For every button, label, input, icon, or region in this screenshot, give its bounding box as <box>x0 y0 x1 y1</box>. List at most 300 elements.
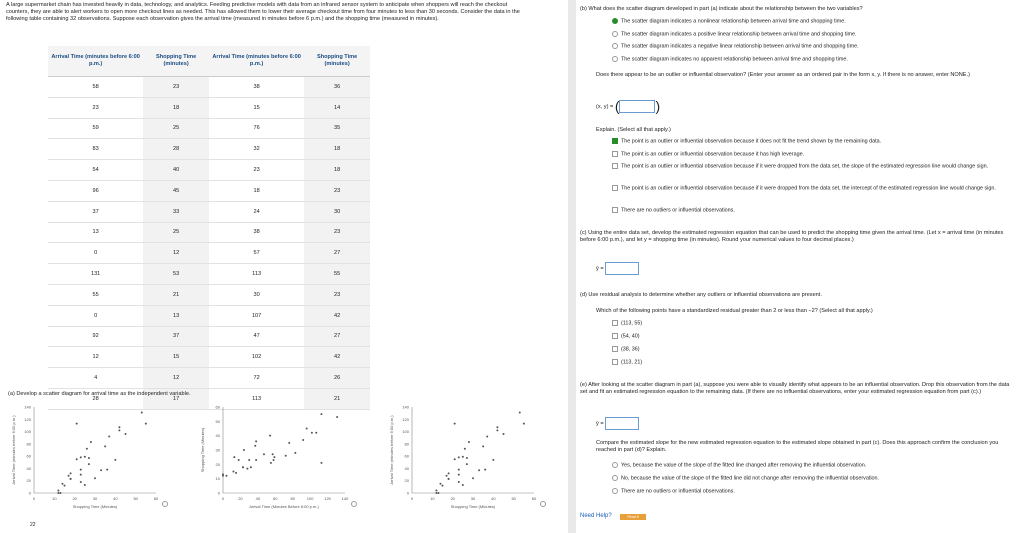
table-cell: 23 <box>48 97 143 118</box>
table-cell: 38 <box>209 222 304 243</box>
x-axis-label: Shopping Time (Minutes) <box>450 504 496 509</box>
data-point <box>269 435 271 437</box>
option-label: (113, 21) <box>621 359 643 366</box>
table-cell: 83 <box>48 139 143 160</box>
x-axis-label: Arrival Time (Minutes Before 6:00 p.m.) <box>249 504 319 509</box>
data-point <box>492 459 494 461</box>
data-point <box>86 448 88 450</box>
option-label: (38, 36) <box>621 346 640 353</box>
read-it-button[interactable]: Read It <box>620 514 646 520</box>
table-cell: 59 <box>48 118 143 139</box>
x-tick-label: 0 <box>221 496 225 501</box>
scatter-plot-option[interactable] <box>6 395 171 520</box>
option-label: (113, 55) <box>621 320 643 327</box>
table-cell: 36 <box>304 77 370 98</box>
table-row <box>48 326 370 347</box>
data-point <box>238 459 240 461</box>
y-tick-label: 100 <box>24 429 31 435</box>
data-point <box>486 435 488 437</box>
radio-button[interactable] <box>612 31 618 37</box>
table-cell: 92 <box>48 326 143 347</box>
data-point <box>482 445 484 447</box>
data-point <box>437 492 439 494</box>
data-point <box>235 472 237 474</box>
y-tick-label: 80 <box>404 441 409 447</box>
table-cell: 102 <box>209 347 304 368</box>
table-cell: 12 <box>48 347 143 368</box>
data-point <box>294 452 296 454</box>
table-cell: 18 <box>304 139 370 160</box>
option-b-nonlinear[interactable] <box>612 18 846 25</box>
table-cell: 25 <box>143 222 209 243</box>
axis-line <box>412 407 534 493</box>
data-point <box>88 457 90 459</box>
scatter-plot-option[interactable] <box>384 395 549 520</box>
table-cell: 76 <box>209 118 304 139</box>
x-tick-label: 50 <box>511 496 516 501</box>
part-c-question: (c) Using the entire data set, develop the estimated regression equation that can be used to predict the shopping time given the arrival time. (Let x = arrival time (in minutes before 6:00 p.m.), and let y = shopping time (in minutes). Round your numerical values to four decimal places.) <box>580 230 1004 243</box>
data-point <box>94 477 96 479</box>
data-point <box>336 416 338 418</box>
table-row <box>48 284 370 305</box>
option-label: (54, 40) <box>621 333 640 340</box>
table-row <box>48 305 370 326</box>
data-point <box>468 441 470 443</box>
table-cell: 26 <box>304 368 370 389</box>
table-cell: 4 <box>48 368 143 389</box>
table-cell: 113 <box>209 264 304 285</box>
data-point <box>454 458 456 460</box>
y-tick-label: 120 <box>24 416 31 422</box>
data-point <box>446 475 448 477</box>
y-tick-label: 0 <box>406 490 409 496</box>
table-row <box>48 243 370 264</box>
axis-line <box>223 407 345 493</box>
radio-button[interactable] <box>612 462 618 468</box>
option-label: The scatter diagram indicates a positive linear relationship between arrival time and shopping time. <box>621 31 857 38</box>
plot-radio-button[interactable] <box>162 501 168 507</box>
option-label: The point is an outlier or influential observation because it does not fit the trend shown by the remaining data. <box>621 138 882 145</box>
data-point <box>448 478 450 480</box>
data-point <box>118 426 120 428</box>
data-point <box>435 492 437 494</box>
table-cell: 27 <box>304 326 370 347</box>
y-axis-label: Arrival Time (minutes before 6:00 p.m.) <box>11 415 16 485</box>
data-point <box>519 412 521 414</box>
plot-radio-button[interactable] <box>540 501 546 507</box>
data-point <box>311 432 313 434</box>
table-row <box>48 118 370 139</box>
data-point <box>466 463 468 465</box>
x-tick-label: 100 <box>306 496 314 501</box>
table-cell: 53 <box>143 264 209 285</box>
data-point <box>254 445 256 447</box>
explain-option-trend[interactable] <box>612 138 881 145</box>
table-row <box>48 139 370 160</box>
table-cell: 40 <box>143 160 209 181</box>
data-point <box>273 459 275 461</box>
data-point <box>88 463 90 465</box>
table-cell: 0 <box>48 243 143 264</box>
data-table <box>48 46 370 410</box>
data-point <box>270 462 272 464</box>
data-point <box>100 469 102 471</box>
table-cell: 55 <box>304 264 370 285</box>
table-cell: 57 <box>209 243 304 264</box>
scatter-plot-option[interactable] <box>195 395 360 520</box>
data-point <box>233 456 235 458</box>
x-tick-label: 20 <box>72 496 77 501</box>
table-cell: 14 <box>304 97 370 118</box>
checkbox[interactable] <box>612 185 618 191</box>
y-tick-label: 140 <box>24 404 31 410</box>
scatter-plot <box>195 395 360 520</box>
data-point <box>435 490 437 492</box>
table-cell: 24 <box>209 201 304 222</box>
y-tick-label: 60 <box>404 453 409 459</box>
table-cell: 15 <box>143 347 209 368</box>
yhat-label: ŷ = <box>596 420 604 427</box>
data-point <box>68 475 70 477</box>
checkbox[interactable] <box>612 359 618 365</box>
x-tick-label: 10 <box>52 496 57 501</box>
table-cell: 28 <box>48 388 143 409</box>
problem-intro: A large supermarket chain has invested heavily in data, technology, and analytics. Feeding predictive models with data from an infrared sensor system to anticipate when shoppers will reach the checkout counters, they are able to alert workers to open more checkout lines as needed. This has allowed them to lower their average checkout time from four minutes to less than 30 seconds. Consider the data in the following table containing 32 observations. Suppose each observation gives the arrival time (measured in minutes before 6 p.m.) and the shopping time (measured in minutes). <box>6 2 520 22</box>
table-cell: 18 <box>209 180 304 201</box>
yhat-label: ŷ = <box>596 265 604 272</box>
y-tick-label: 40 <box>26 465 31 471</box>
xy-answer: (x, y) = ( ) <box>596 98 661 114</box>
part-d-sub: Which of the following points have a standardized residual greater than 2 or less than −2? (Select all that apply.) <box>596 308 873 314</box>
table-cell: 15 <box>209 97 304 118</box>
data-point <box>320 462 322 464</box>
checkbox[interactable] <box>612 346 618 352</box>
data-point <box>466 457 468 459</box>
table-cell: 13 <box>143 305 209 326</box>
option-e-none[interactable] <box>612 488 735 495</box>
col-header: Shopping Time (minutes) <box>143 46 209 77</box>
x-tick-label: 60 <box>153 496 159 501</box>
y-tick-label: 100 <box>402 429 409 435</box>
data-point <box>464 448 466 450</box>
data-point <box>439 483 441 485</box>
table-cell: 28 <box>143 139 209 160</box>
y-tick-label: 60 <box>215 404 220 410</box>
explain-option-none[interactable] <box>612 207 735 214</box>
data-point <box>320 413 322 415</box>
table-row <box>48 368 370 389</box>
option-b-positive[interactable] <box>612 31 857 38</box>
data-point <box>458 469 460 471</box>
data-point <box>80 481 82 483</box>
col-header: Shopping Time (minutes) <box>304 46 370 77</box>
option-d-2[interactable] <box>612 333 640 340</box>
data-point <box>448 472 450 474</box>
y-axis-label: Arrival Time (minutes before 6:00 p.m.) <box>389 415 394 485</box>
x-tick-label: 40 <box>491 496 496 501</box>
page-number: 22 <box>30 522 36 528</box>
explain-option-intercept[interactable] <box>612 185 1016 192</box>
y-tick-label: 40 <box>404 465 409 471</box>
data-point <box>250 466 252 468</box>
table-cell: 21 <box>143 284 209 305</box>
table-cell: 23 <box>209 160 304 181</box>
table-cell: 32 <box>209 139 304 160</box>
data-point <box>61 483 63 485</box>
x-tick-label: 50 <box>133 496 138 501</box>
data-point <box>248 459 250 461</box>
option-d-3[interactable] <box>612 346 640 353</box>
data-point <box>84 456 86 458</box>
radio-button[interactable] <box>612 56 618 62</box>
table-cell: 33 <box>143 201 209 222</box>
table-cell: 12 <box>143 368 209 389</box>
data-point <box>315 432 317 434</box>
option-b-negative[interactable] <box>612 43 859 50</box>
radio-button[interactable] <box>612 18 618 24</box>
data-point <box>57 492 59 494</box>
data-point <box>306 428 308 430</box>
x-tick-label: 120 <box>324 496 331 501</box>
x-axis-label: Shopping Time (Minutes) <box>72 504 118 509</box>
option-d-1[interactable] <box>612 320 642 327</box>
y-tick-label: 0 <box>217 490 220 496</box>
part-e-answer <box>596 417 639 430</box>
data-point <box>104 445 106 447</box>
table-cell: 13 <box>48 222 143 243</box>
table-cell: 23 <box>304 222 370 243</box>
x-tick-label: 60 <box>273 496 278 501</box>
data-point <box>125 433 127 435</box>
table-row <box>48 97 370 118</box>
table-row <box>48 264 370 285</box>
data-point <box>458 481 460 483</box>
table-cell: 30 <box>304 201 370 222</box>
x-tick-label: 40 <box>255 496 261 501</box>
y-tick-label: 20 <box>215 461 220 467</box>
table-cell: 23 <box>304 180 370 201</box>
table-cell: 58 <box>48 77 143 98</box>
table-row <box>48 180 370 201</box>
table-row <box>48 222 370 243</box>
table-cell: 18 <box>143 97 209 118</box>
table-cell: 72 <box>209 368 304 389</box>
table-row <box>48 160 370 181</box>
data-point <box>496 429 498 431</box>
table-cell: 47 <box>209 326 304 347</box>
data-point <box>458 456 460 458</box>
x-tick-label: 40 <box>113 496 118 501</box>
x-tick-label: 60 <box>531 496 537 501</box>
x-tick-label: 20 <box>450 496 455 501</box>
checkbox[interactable] <box>612 333 618 339</box>
y-tick-label: 140 <box>402 404 409 410</box>
table-cell: 27 <box>304 243 370 264</box>
scatter-plot <box>384 395 549 520</box>
data-point <box>222 473 224 475</box>
data-point <box>496 426 498 428</box>
table-cell: 107 <box>209 305 304 326</box>
table-cell: 35 <box>304 118 370 139</box>
data-point <box>442 485 444 487</box>
y-tick-label: 60 <box>26 453 31 459</box>
scatter-plot <box>6 395 171 520</box>
radio-button[interactable] <box>612 488 618 494</box>
table-cell: 23 <box>143 77 209 98</box>
data-point <box>108 435 110 437</box>
data-point <box>118 429 120 431</box>
table-cell: 131 <box>48 264 143 285</box>
table-cell: 42 <box>304 305 370 326</box>
x-tick-label: 80 <box>290 496 295 501</box>
data-point <box>76 458 78 460</box>
x-tick-label: 10 <box>430 496 435 501</box>
table-cell: 0 <box>48 305 143 326</box>
data-point <box>76 423 78 425</box>
y-tick-label: 20 <box>26 478 31 484</box>
data-point <box>141 412 143 414</box>
data-point <box>462 484 464 486</box>
checkbox[interactable] <box>612 151 618 157</box>
data-point <box>484 469 486 471</box>
data-point <box>458 474 460 476</box>
option-label: The point is an outlier or influential observation because if it were dropped from the data set, the slope of the estimated regression line would change sign. <box>621 163 989 170</box>
data-point <box>523 423 525 425</box>
radio-button[interactable] <box>612 475 618 481</box>
axis-line <box>34 407 156 493</box>
data-point <box>145 423 147 425</box>
x-tick-label: 0 <box>32 496 36 501</box>
data-point <box>106 469 108 471</box>
table-cell: 17 <box>143 388 209 409</box>
table-cell: 23 <box>304 284 370 305</box>
data-point <box>242 466 244 468</box>
option-e-no[interactable] <box>612 475 879 482</box>
right-panel <box>576 0 1024 533</box>
table-row <box>48 347 370 368</box>
x-tick-label: 30 <box>92 496 98 501</box>
part-b-question: (b) What does the scatter diagram developed in part (a) indicate about the relationship between the two variables? <box>580 6 863 12</box>
table-cell: 42 <box>304 347 370 368</box>
data-point <box>255 459 257 461</box>
option-label: The scatter diagram indicates a nonlinear relationship between arrival time and shopping time. <box>621 18 846 25</box>
x-tick-label: 30 <box>470 496 476 501</box>
data-point <box>454 423 456 425</box>
col-header: Arrival Time (minutes before 6:00 p.m.) <box>48 46 143 77</box>
y-tick-label: 50 <box>215 418 220 424</box>
table-cell: 12 <box>143 243 209 264</box>
y-tick-label: 10 <box>215 476 220 482</box>
data-point <box>232 471 234 473</box>
table-cell: 25 <box>143 118 209 139</box>
checkbox[interactable] <box>612 163 618 169</box>
checkbox[interactable] <box>612 207 618 213</box>
data-point <box>288 442 290 444</box>
data-point <box>273 456 275 458</box>
table-cell: 113 <box>209 388 304 409</box>
compare-question: Compare the estimated slope for the new estimated regression equation to the estimated slope obtained in part (c). Does this approach confirm the conclusion you reached in part (d)? Explain. <box>596 440 999 453</box>
data-point <box>272 453 274 455</box>
y-tick-label: 0 <box>28 490 31 496</box>
y-tick-label: 120 <box>402 416 409 422</box>
y-tick-label: 20 <box>404 478 409 484</box>
table-cell: 21 <box>304 388 370 409</box>
part-c-input[interactable] <box>605 262 639 275</box>
table-row <box>48 77 370 98</box>
table-cell: 30 <box>209 284 304 305</box>
part-c-answer <box>596 262 639 275</box>
option-b-none[interactable] <box>612 56 848 63</box>
explain-option-slope[interactable] <box>612 163 1016 170</box>
data-point <box>225 475 227 477</box>
option-label: The point is an outlier or influential observation because if it were dropped from the data set, the intercept of the estimated regression line would change sign. <box>621 185 996 192</box>
option-label: The point is an outlier or influential observation because it has high leverage. <box>621 151 805 158</box>
data-point <box>243 449 245 451</box>
data-point <box>80 469 82 471</box>
data-point <box>114 459 116 461</box>
part-e-input[interactable] <box>605 417 639 430</box>
table-cell: 38 <box>209 77 304 98</box>
option-label: There are no outliers or influential observations. <box>621 207 735 214</box>
xy-label: (x, y) = <box>596 103 614 110</box>
x-tick-label: 0 <box>410 496 414 501</box>
explain-label: Explain. (Select all that apply.) <box>596 127 671 133</box>
data-point <box>255 440 257 442</box>
data-point <box>70 478 72 480</box>
data-point <box>478 469 480 471</box>
y-tick-label: 30 <box>215 447 220 453</box>
option-label: Yes, because the value of the slope of the fitted line changed after removing the influential observation. <box>621 462 867 469</box>
option-label: No, because the value of the slope of the fitted line did not change after removing the influential observation. <box>621 475 880 482</box>
data-point <box>302 439 304 441</box>
data-point <box>462 456 464 458</box>
option-label: The scatter diagram indicates a negative linear relationship between arrival time and shopping time. <box>621 43 859 50</box>
xy-input[interactable] <box>619 100 655 113</box>
data-point <box>246 468 248 470</box>
option-d-4[interactable] <box>612 359 642 366</box>
data-point <box>59 492 61 494</box>
explain-option-leverage[interactable] <box>612 151 804 158</box>
data-point <box>70 472 72 474</box>
checkbox[interactable] <box>612 138 618 144</box>
table-cell: 45 <box>143 180 209 201</box>
data-point <box>84 484 86 486</box>
option-label: There are no outliers or influential observations. <box>621 488 735 495</box>
table-cell: 96 <box>48 180 143 201</box>
data-point <box>503 433 505 435</box>
data-point <box>90 441 92 443</box>
col-header: Arrival Time (minutes before 6:00 p.m.) <box>209 46 304 77</box>
table-row <box>48 201 370 222</box>
table-cell: 37 <box>143 326 209 347</box>
radio-button[interactable] <box>612 43 618 49</box>
data-point <box>472 477 474 479</box>
data-point <box>263 453 265 455</box>
part-d-question: (d) Use residual analysis to determine whether any outliers or influential observations are present. <box>580 292 822 298</box>
part-a-question: (a) Develop a scatter diagram for arrival time as the independent variable. <box>8 391 191 397</box>
data-point <box>80 456 82 458</box>
data-point <box>64 485 66 487</box>
plot-radio-button[interactable] <box>351 501 357 507</box>
option-label: The scatter diagram indicates no apparent relationship between arrival time and shopping time. <box>621 56 848 63</box>
table-cell: 55 <box>48 284 143 305</box>
x-tick-label: 20 <box>238 496 243 501</box>
table-cell: 37 <box>48 201 143 222</box>
checkbox[interactable] <box>612 320 618 326</box>
option-e-yes[interactable] <box>612 462 866 469</box>
part-e-question: (e) After looking at the scatter diagram in part (a), suppose you were able to visually identify what appears to be an influential observation. Drop this observation from the data set and fit an estimated regression equation to the remaining data. (If there are no influential observations, enter your estimated regression equation from part (c).) <box>580 382 1010 395</box>
x-tick-label: 140 <box>341 496 349 501</box>
